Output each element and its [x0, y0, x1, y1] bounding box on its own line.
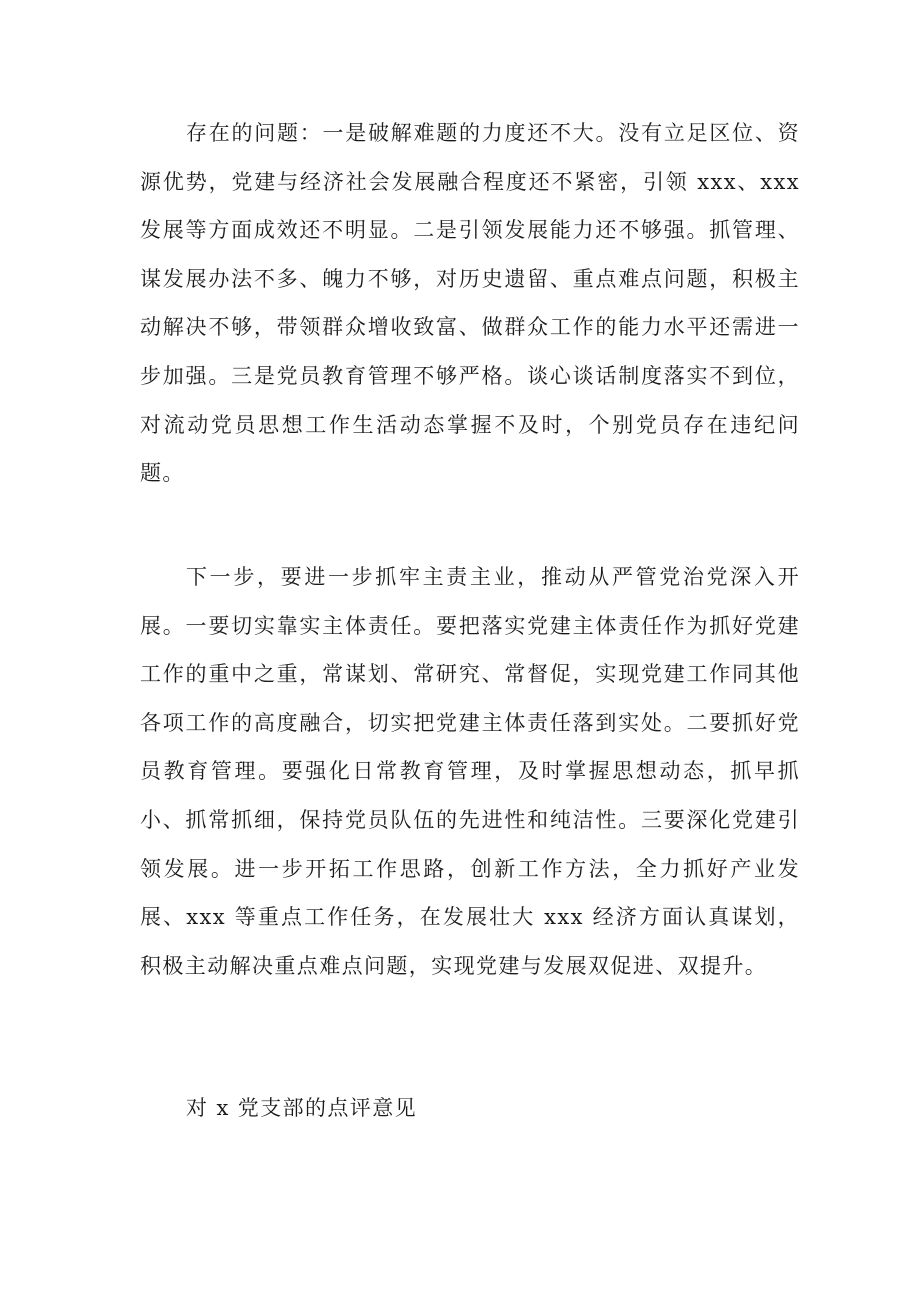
section-heading: 对 x 党支部的点评意见: [186, 1096, 417, 1120]
paragraph-next-steps: 下一步，要进一步抓牢主责主业，推动从严管党治党深入开展。一要切实靠实主体责任。要把落实党建主体责任作为抓好党建工作的重中之重，常谋划、常研究、常督促，实现党建工作同其他各项工作的高度融合，切实把党建主体责任落到实处。二要抓好党员教育管理。要强化日常教育管理，及时掌握思想动态，抓早抓小、抓常抓细，保持党员队伍的先进性和纯洁性。三要深化党建引领发展。进一步开拓工作思路，创新工作方法，全力抓好产业发展、xxx 等重点工作任务，在发展壮大 xxx 经济方面认真谋划，积极主动解决重点难点问题，实现党建与发展双促进、双提升。: [140, 565, 800, 978]
paragraph-problems: 存在的问题：一是破解难题的力度还不大。没有立足区位、资源优势，党建与经济社会发展融合程度还不紧密，引领 xxx、xxx 发展等方面成效还不明显。二是引领发展能力还不够强。抓管理、谋发展办法不多、魄力不够，对历史遗留、重点难点问题，积极主动解决不够，带领群众增收致富、做群众工作的能力水平还需进一步加强。三是党员教育管理不够严格。谈心谈话制度落实不到位，对流动党员思想工作生活动态掌握不及时，个别党员存在违纪问题。: [140, 121, 800, 486]
